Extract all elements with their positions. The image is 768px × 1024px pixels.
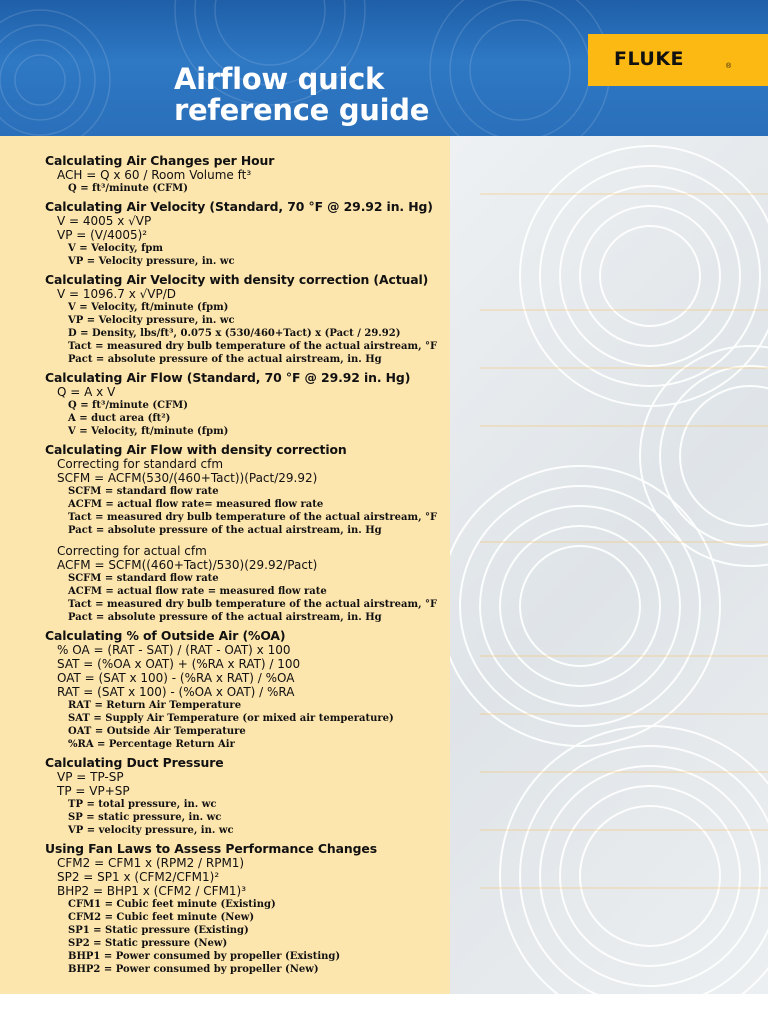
- formula: RAT = (SAT x 100) - (%OA x OAT) / %RA: [57, 685, 295, 699]
- formula: TP = VP+SP: [57, 784, 130, 798]
- section-air-velocity-density: [45, 272, 450, 366]
- formula: V = 1096.7 x √VP/D: [57, 287, 176, 301]
- definition: Tact = measured dry bulb temperature of the actual airstream, °F: [68, 512, 438, 523]
- section-air-flow-standard: [45, 370, 450, 438]
- definition: V = Velocity, fpm: [68, 243, 163, 254]
- registered-mark: ®: [726, 63, 732, 70]
- section-heading: Calculating % of Outside Air (%OA): [45, 628, 286, 643]
- section-heading: Calculating Air Flow (Standard, 70 °F @ 29.92 in. Hg): [45, 370, 411, 385]
- definition: SCFM = standard flow rate: [68, 573, 219, 584]
- section-heading: Calculating Air Flow with density correction: [45, 442, 347, 457]
- definition: %RA = Percentage Return Air: [68, 739, 235, 750]
- definition: VP = Velocity pressure, in. wc: [68, 256, 235, 267]
- definition: SP2 = Static pressure (New): [68, 938, 228, 949]
- definition: RAT = Return Air Temperature: [68, 700, 242, 711]
- spacer: [45, 537, 450, 544]
- definition: ACFM = actual flow rate = measured flow rate: [68, 586, 327, 597]
- formula: BHP2 = BHP1 x (CFM2 / CFM1)³: [57, 884, 247, 898]
- definition: V = Velocity, ft/minute (fpm): [68, 302, 229, 313]
- subheading: Correcting for standard cfm: [57, 457, 224, 471]
- definition: SP = static pressure, in. wc: [68, 812, 222, 823]
- header-banner: [0, 0, 768, 136]
- definition: V = Velocity, ft/minute (fpm): [68, 426, 229, 437]
- formula: VP = TP-SP: [57, 770, 124, 784]
- section-heading: Using Fan Laws to Assess Performance Changes: [45, 841, 377, 856]
- section-heading: Calculating Duct Pressure: [45, 755, 224, 770]
- formula: ACFM = SCFM((460+Tact)/530)(29.92/Pact): [57, 558, 318, 572]
- definition: CFM2 = Cubic feet minute (New): [68, 912, 255, 923]
- definition: Pact = absolute pressure of the actual airstream, in. Hg: [68, 612, 382, 623]
- formula: CFM2 = CFM1 x (RPM2 / RPM1): [57, 856, 245, 870]
- section-fan-laws: [45, 841, 450, 976]
- definition: Tact = measured dry bulb temperature of the actual airstream, °F: [68, 341, 438, 352]
- definition: Pact = absolute pressure of the actual airstream, in. Hg: [68, 354, 382, 365]
- definition: CFM1 = Cubic feet minute (Existing): [68, 899, 276, 910]
- definition: VP = velocity pressure, in. wc: [68, 825, 234, 836]
- section-air-velocity-standard: [45, 199, 450, 268]
- formula: SAT = (%OA x OAT) + (%RA x RAT) / 100: [57, 657, 301, 671]
- section-duct-pressure: [45, 755, 450, 837]
- definition: SAT = Supply Air Temperature (or mixed air temperature): [68, 713, 394, 724]
- title-line-1: Airflow quick: [174, 62, 384, 96]
- formula: VP = (V/4005)²: [57, 228, 148, 242]
- fluke-logo: [588, 34, 768, 86]
- definition: SCFM = standard flow rate: [68, 486, 219, 497]
- definition: VP = Velocity pressure, in. wc: [68, 315, 235, 326]
- definition: A = duct area (ft²): [68, 413, 171, 424]
- formula: V = 4005 x √VP: [57, 214, 152, 228]
- section-air-flow-density: [45, 442, 450, 624]
- formula: % OA = (RAT - SAT) / (RAT - OAT) x 100: [57, 643, 291, 657]
- definition: SP1 = Static pressure (Existing): [68, 925, 249, 936]
- definition: Pact = absolute pressure of the actual airstream, in. Hg: [68, 525, 382, 536]
- section-air-changes: [45, 153, 450, 195]
- definition: TP = total pressure, in. wc: [68, 799, 217, 810]
- page-title: [174, 64, 429, 126]
- definition: ACFM = actual flow rate= measured flow rate: [68, 499, 324, 510]
- formula-list: [45, 153, 450, 980]
- subheading: Correcting for actual cfm: [57, 544, 207, 558]
- fan-grille-art: [450, 136, 768, 994]
- formula: Q = A x V: [57, 385, 116, 399]
- formula: SCFM = ACFM(530/(460+Tact))(Pact/29.92): [57, 471, 318, 485]
- definition: BHP1 = Power consumed by propeller (Existing): [68, 951, 341, 962]
- formula: ACH = Q x 60 / Room Volume ft³: [57, 168, 252, 182]
- formula: SP2 = SP1 x (CFM2/CFM1)²: [57, 870, 220, 884]
- page-footer-margin: [0, 994, 768, 1024]
- logo-text: FLUKE: [614, 48, 685, 70]
- section-heading: Calculating Air Velocity with density correction (Actual): [45, 272, 429, 287]
- section-heading: Calculating Air Velocity (Standard, 70 °F @ 29.92 in. Hg): [45, 199, 433, 214]
- section-outside-air: [45, 628, 450, 751]
- fan-grille-photo: [450, 136, 768, 994]
- definition: Q = ft³/minute (CFM): [68, 400, 188, 411]
- definition: OAT = Outside Air Temperature: [68, 726, 246, 737]
- title-line-2: reference guide: [174, 93, 430, 127]
- definition: Tact = measured dry bulb temperature of the actual airstream, °F: [68, 599, 438, 610]
- definition: D = Density, lbs/ft³, 0.075 x (530/460+Tact) x (Pact / 29.92): [68, 328, 401, 339]
- formula: OAT = (SAT x 100) - (%RA x RAT) / %OA: [57, 671, 295, 685]
- definition: BHP2 = Power consumed by propeller (New): [68, 964, 319, 975]
- definition: Q = ft³/minute (CFM): [68, 183, 188, 194]
- section-heading: Calculating Air Changes per Hour: [45, 153, 275, 168]
